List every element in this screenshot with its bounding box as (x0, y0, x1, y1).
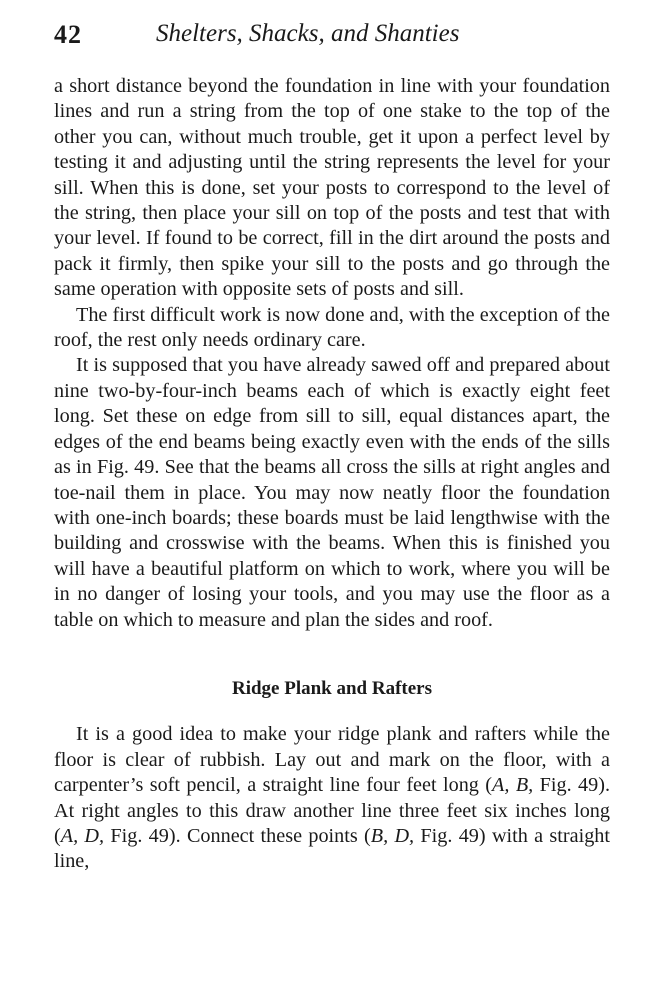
page-header (54, 18, 608, 54)
section-heading: Ridge Plank and Rafters (231, 677, 433, 699)
paragraph-4-text-1: It is a good idea to make your ridge plank and rafters while the floor is clear of rubbish. Lay out and mark on the floor, with a carpenter’s soft pencil, a straight line four feet long ( (54, 723, 610, 797)
figure-reference-a-d: A, D, (60, 824, 105, 847)
page-number: 42 (54, 20, 82, 49)
figure-reference-b-d: B, D, (370, 824, 415, 847)
paragraph-2: The first difficult work is now done and, with the exception of the roof, the rest only needs ordinary care. (54, 303, 610, 352)
paragraph-1: a short distance beyond the foundation in line with your foundation lines and run a string from the top of one stake to the top of the other you can, without much trouble, get it upon a perfect level by testing it and adjusting until the string represents the level for your sill. When this is done, set your posts to correspond to the level of the string, then place your sill on top of the posts and test that with your level. If found to be correct, fill in the dirt around the posts and pack it firmly, then spike your sill to the posts and go through the same operation with opposite sets of posts and sill. (54, 75, 610, 301)
paragraph-4-text-3: Fig. 49). Connect these points ( (104, 824, 371, 847)
paragraph-4-text-2: Fig. 49). At right angles to this draw another line three feet six inches long ( (54, 774, 610, 847)
paragraph-3: It is supposed that you have already sawed off and prepared about nine two-by-four-inch beams each of which is exactly eight feet long. Set these on edge from sill to sill, equal distances apart, the edges of the end beams being exactly even with the ends of the sills as in Fig. 49. See that the beams all cross the sills at right angles and toe-nail them in place. You may now neatly floor the foundation with one-inch boards; these boards must be laid lengthwise with the building and crosswise with the beams. When this is finished you will have a beautiful platform on which to work, where you will be in no danger of losing your tools, and you may use the floor as a table on which to measure and plan the sides and roof. (54, 354, 610, 631)
running-title: Shelters, Shacks, and Shanties (156, 20, 460, 47)
paragraph-4 (54, 722, 610, 874)
paragraph-4-text-4: Fig. 49) with a straight line, (54, 824, 610, 873)
body-text (54, 74, 610, 875)
figure-reference-a-b: A, B, (492, 774, 534, 797)
